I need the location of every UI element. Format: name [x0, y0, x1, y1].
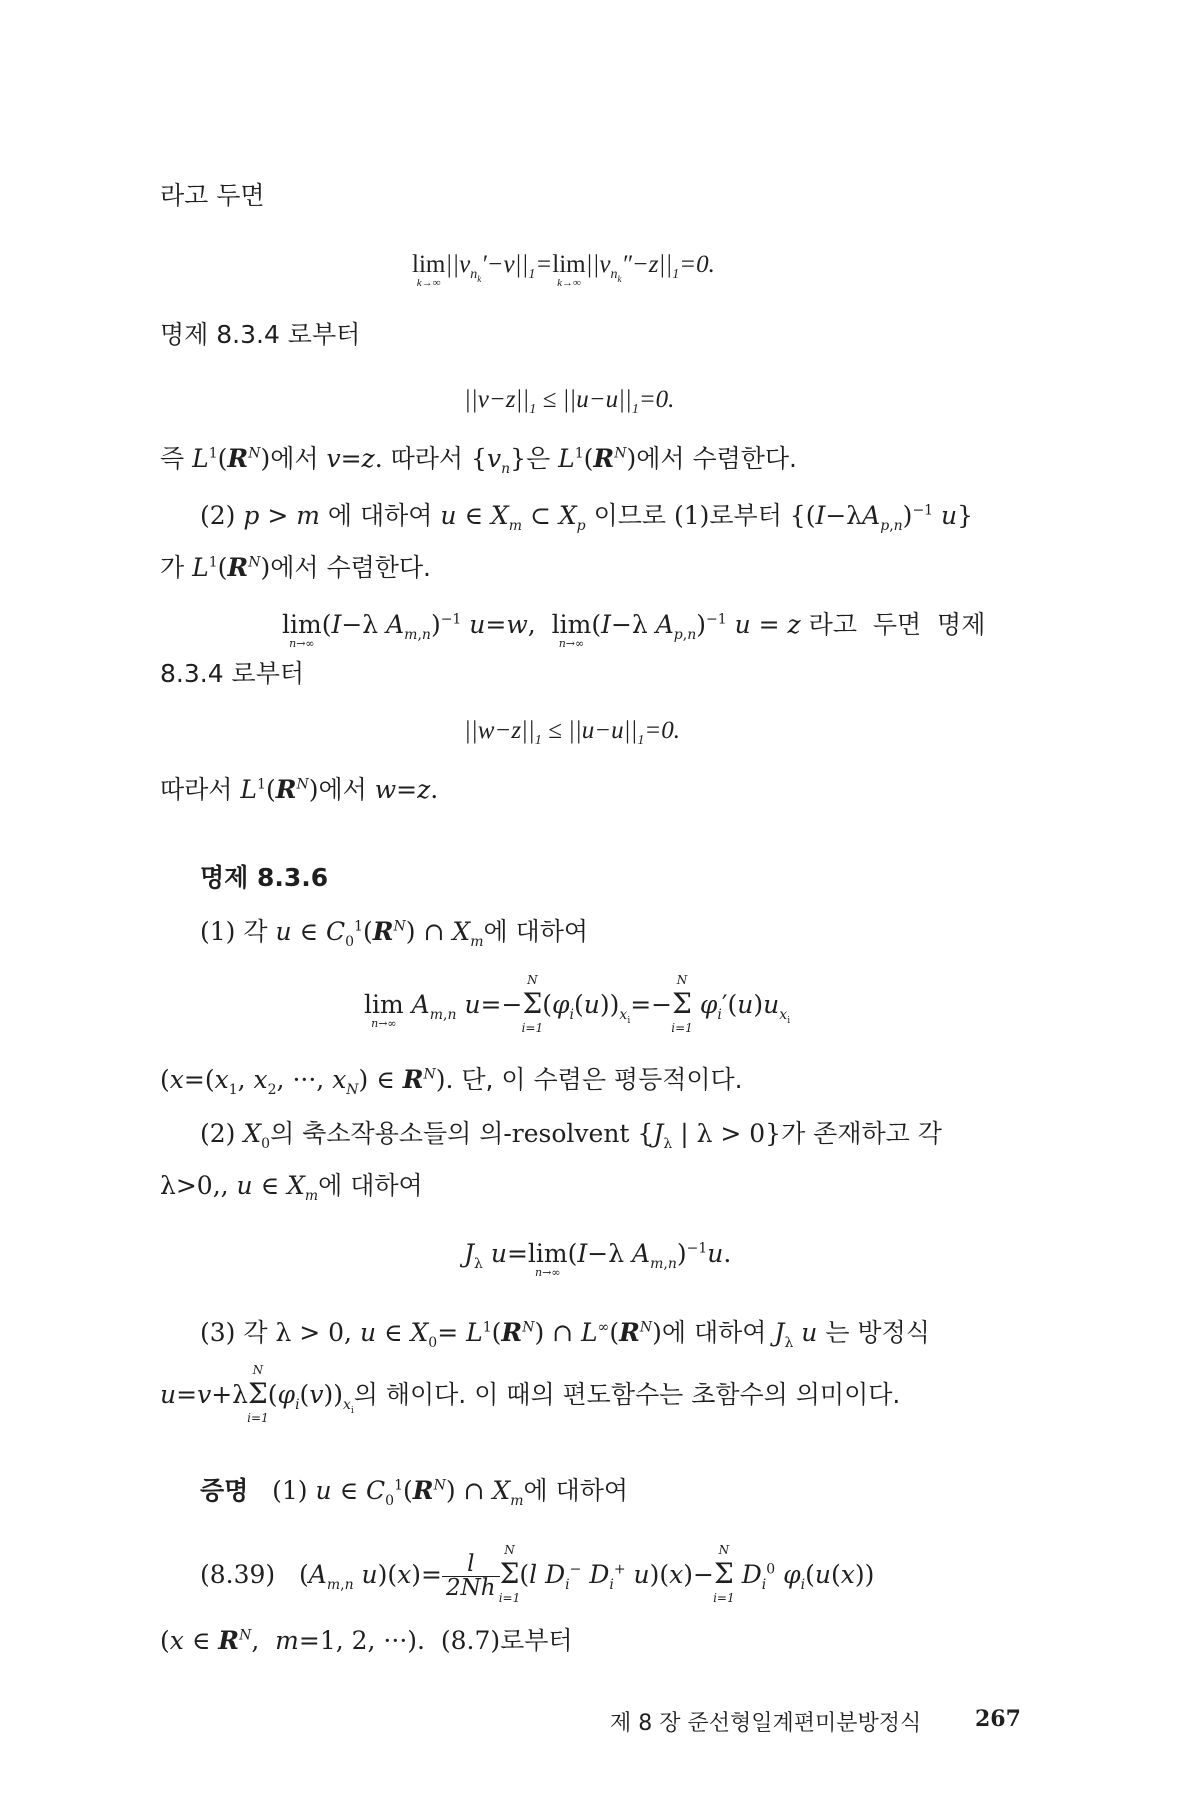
proposition-heading: 명제 8.3.6: [200, 863, 329, 892]
page-number: 267: [975, 1706, 1021, 1732]
equation-limit-1: lim k→∞ $||v_{n_k}'-v||_1=\lim$ k→∞ $||v_{n_k}''-z||_1=0$.: [412, 251, 715, 289]
text-line-6: (2) p > m 에 대하여 u ∈ $X_m$ ⊂ $X_p$ 이므로 (1)로부터 {$(I-\lambda A_{p,n})^{-1}$ u}: [200, 501, 974, 534]
text-line-17: λ>0,, u ∈ $X_m$에 대하여: [160, 1171, 423, 1204]
equation-resolvent: $J_\lambda$ u=lim n→∞ (I−λ $A_{m,n})^{-1}u$.: [464, 1239, 732, 1279]
equation-limit-2: lim n→∞ $A_{m,n}$ u=−Σ N i=1 $(\varphi_i(u))_{x_i}=-\Sigma$ N i=1 $\varphi_i'(u)u_{x_i}$: [364, 973, 791, 1035]
text-line-7: 가 $L^1(R^N)$에서 수렴한다.: [160, 553, 431, 582]
text-line-13: (1) 각 u ∈ $C_0^1(R^N)$ ∩ $X_m$에 대하여: [200, 917, 589, 950]
equation-8-39: (8.39) ($A_{m,n}$ u)(x)= $\frac{l}{2Nh}$ Σ N i=1 (l $D_i^-$ $D_i^+$ u)(x)−Σ N i=1 $D_i^0$ $\varphi_i(u(x))$: [200, 1543, 875, 1605]
text-line-3: 명제 8.3.4 로부터: [160, 320, 361, 349]
text-line-20: u=v+λΣ N i=1 $(\varphi_i(v))_{x_i}$의 해이다. 이 때의 편도함수는 초함수의 의미이다.: [160, 1363, 901, 1425]
text-line-23: (x ∈ $R^N$, m=1, 2, ···). (8.7)로부터: [160, 1626, 573, 1655]
running-footer: 제 8 장 준선형일계편미분방정식: [610, 1711, 922, 1736]
equation-norm-2: $||w-z||_1 \le ||u-u||_1=0$.: [464, 717, 681, 748]
text-line-8: lim n→∞ (I−λ $A_{m,n})^{-1}$ u=w, lim n→∞ (I−λ $A_{p,n})^{-1}$ u = z 라고 두면 명제: [282, 610, 986, 650]
equation-norm-1: $||v-z||_1 \le ||u-u||_1=0$.: [464, 386, 675, 417]
text-line-5: 즉 $L^1(R^N)$에서 v=z. 따라서 $\{v_n\}$은 $L^1(R^N)$에서 수렴한다.: [160, 444, 797, 477]
text-line-16: (2) $X_0$의 축소작용소들의 의-resolvent {$J_\lambda$ | λ > 0}가 존재하고 각: [200, 1119, 942, 1152]
text-line-11: 따라서 $L^1(R^N)$에서 w=z.: [160, 775, 439, 804]
text-line-19: (3) 각 λ > 0, u ∈ $X_0= L^1(R^N)$ ∩ $L^\infty(R^N)$에 대하여 $J_\lambda$ u 는 방정식: [200, 1318, 930, 1351]
text-line-15: ($x=(x_1$, $x_2$, ···, $x_N$) ∈ $R^N$). 단, 이 수렴은 평등적이다.: [160, 1065, 743, 1098]
text-line-1: 라고 두면: [160, 181, 265, 210]
text-line-9: 8.3.4 로부터: [160, 659, 305, 688]
proof-line: 증명 (1) u ∈ $C_0^1(R^N)$ ∩ $X_m$에 대하여: [200, 1476, 629, 1509]
